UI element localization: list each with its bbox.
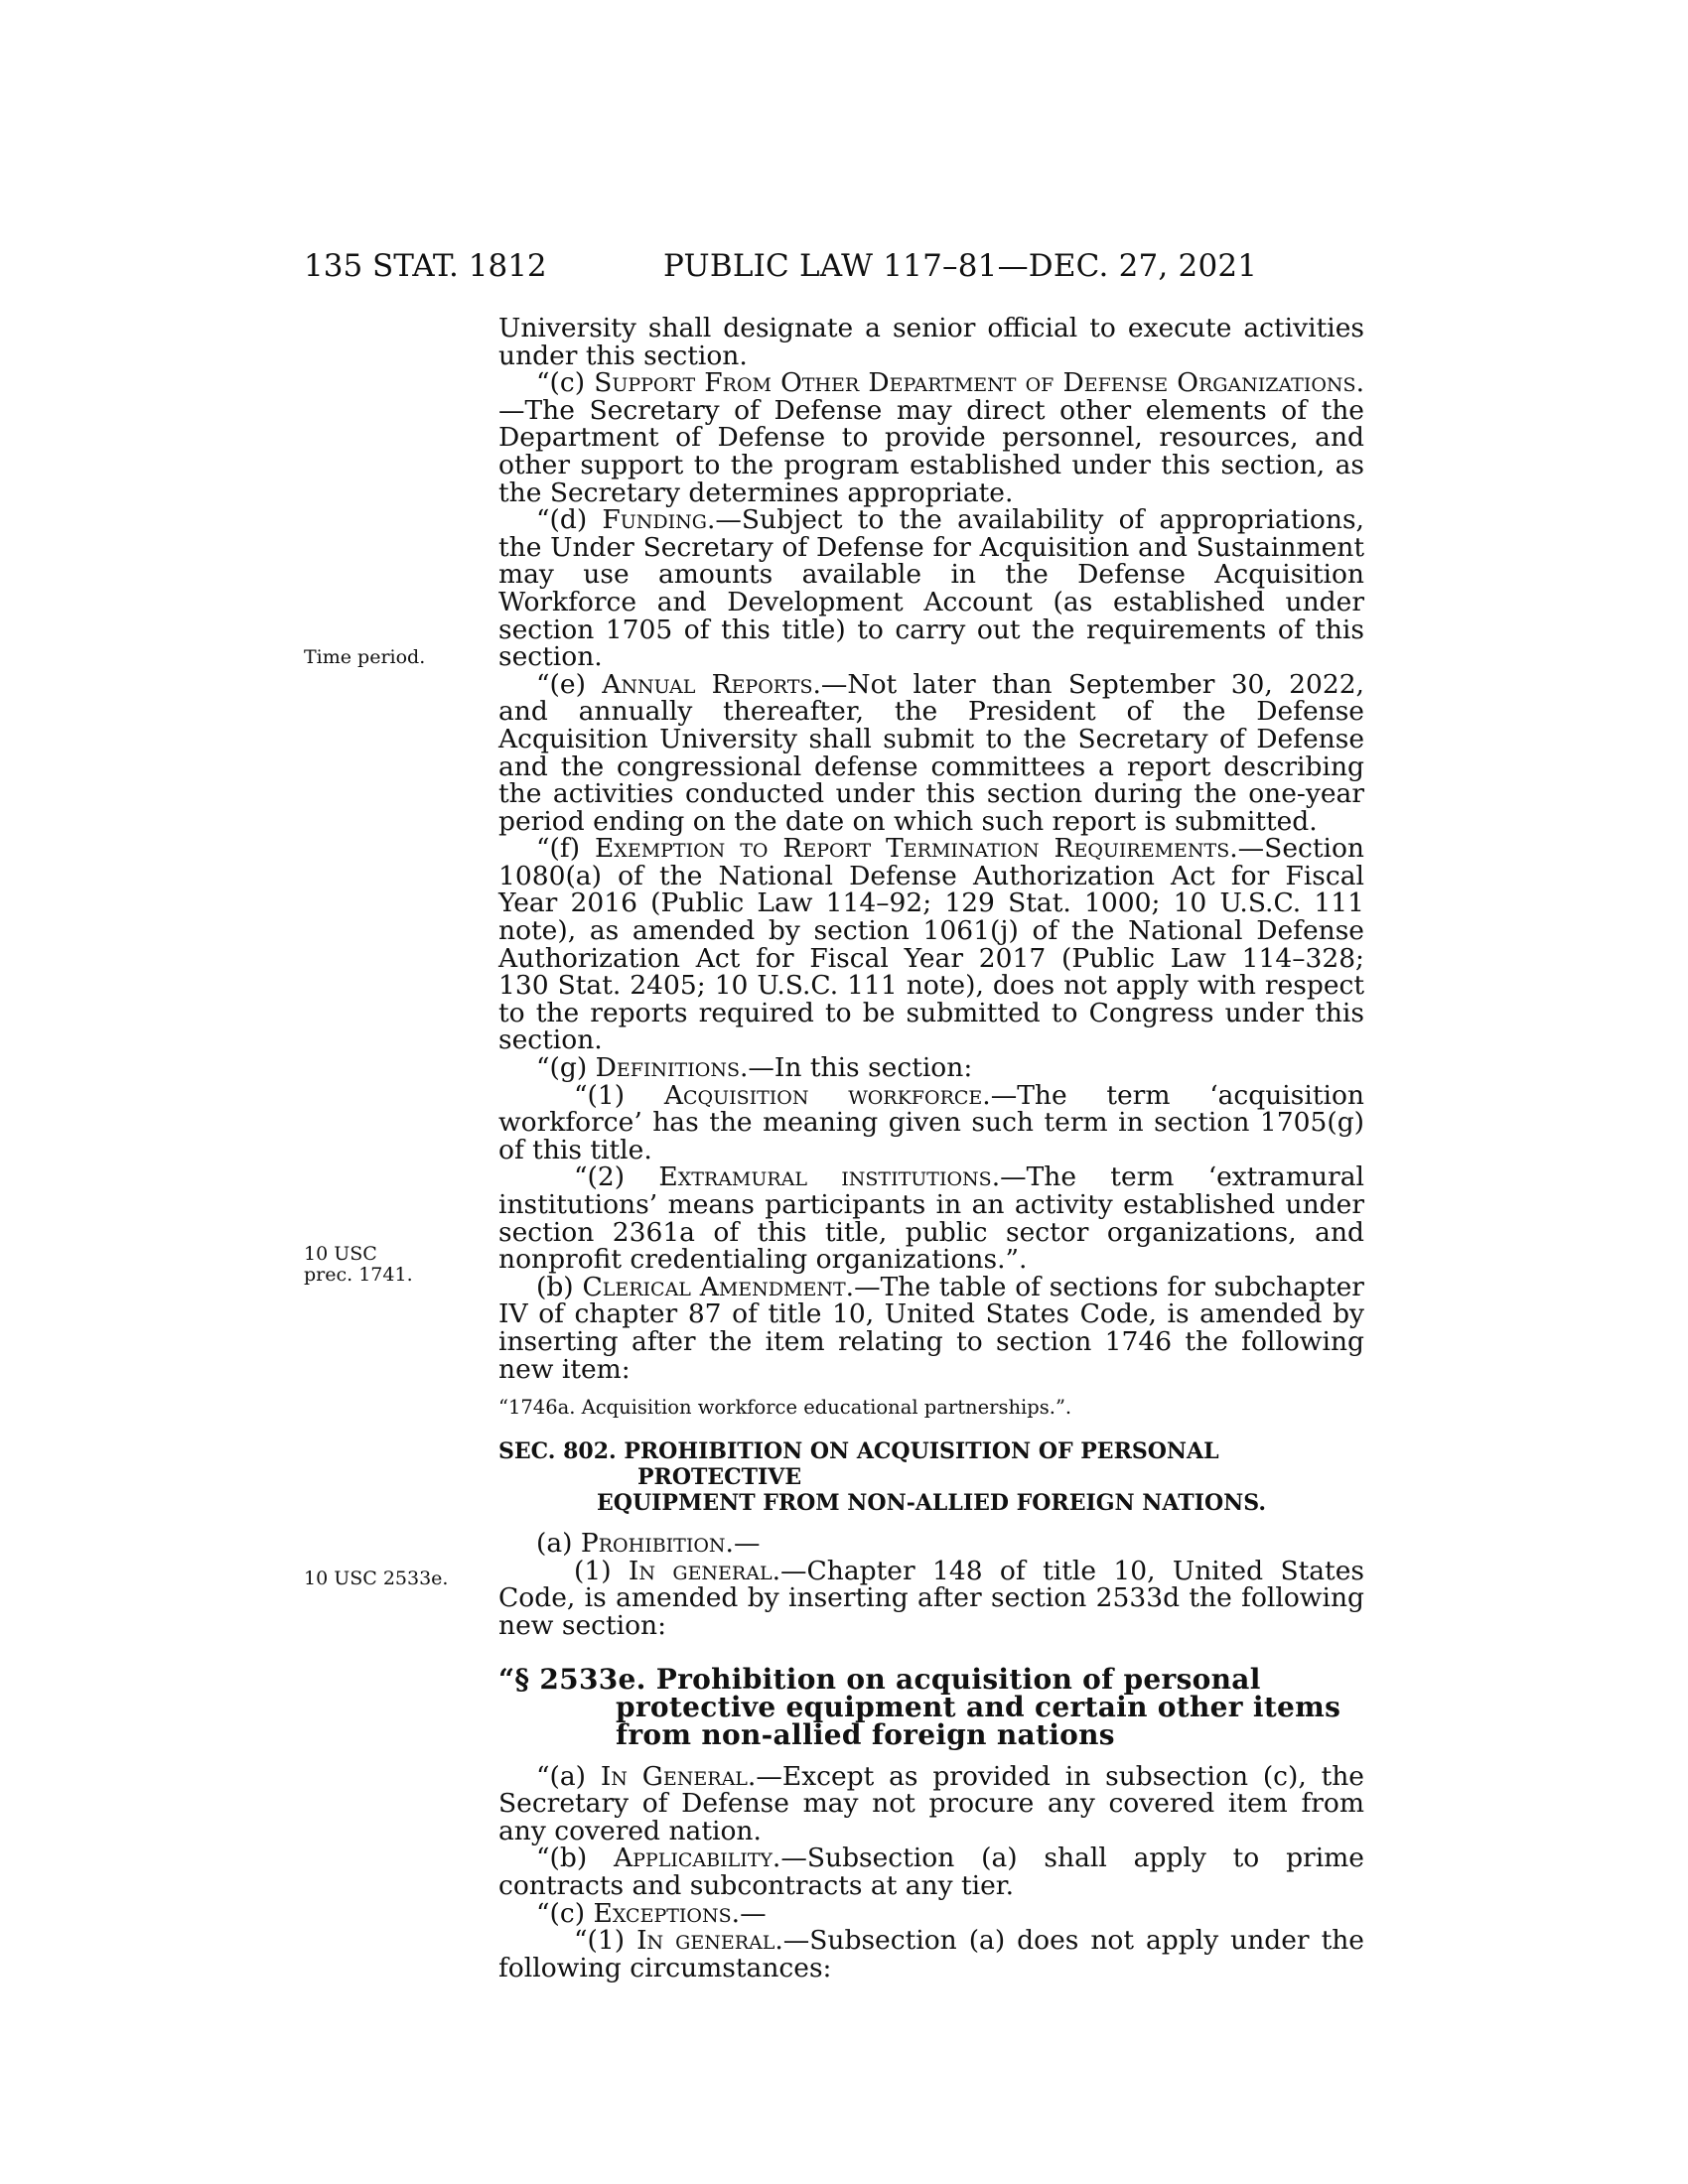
definition-1: “(1) Acquisition workforce.—The term ‘acquisition workforce’ has the meaning given such term in section 1705(g) of this title. [498, 1079, 1364, 1165]
running-header [304, 246, 1364, 286]
new-paragraph-c1: “(1) In general.—Subsection (a) does not apply under the following circumstances: [498, 1925, 1364, 1983]
margin-note-usc-2533e: 10 USC 2533e. [304, 1568, 449, 1589]
stat-page-number: 135 STAT. 1812 [304, 248, 547, 284]
new-subsection-c: “(c) Exceptions.— [536, 1897, 767, 1929]
new-subsection-b: “(b) Applicability.—Subsection (a) shall apply to prime contracts and subcontracts at any tier. [498, 1843, 1364, 1901]
subsection-f: “(f) Exemption to Report Termination Requirements.—Section 1080(a) of the National Defense Authorization Act for Fiscal Year 2016 (Public Law 114–92; 129 Stat. 1000; 10 U.S.C. 111 note), as amended by section 1061(j) of the National Defense Authorization Act for Fiscal Year 2017 (Public Law 114–328; 130 Stat. 2405; 10 U.S.C. 111 note), does not apply with respect to the reports required to be submitted to Congress under this section. [498, 833, 1364, 1056]
document-body [498, 315, 1364, 1981]
section-802-heading: SEC. 802. PROHIBITION ON ACQUISITION OF PERSONAL PROTECTIVE EQUIPMENT FROM NON-ALLIED FOREIGN NATIONS. [498, 1438, 1266, 1517]
subsection-c: “(c) Support From Other Department of Defense Organizations.—The Secretary of Defense may direct other elements of the Department of Defense to provide personnel, resources, and other support to the program established under this section, as the Secretary determines appropriate. [498, 367, 1364, 508]
table-item-1746a: “1746a. Acquisition workforce educational partnerships.”. [498, 1396, 1072, 1420]
subsection-e: “(e) Annual Reports.—Not later than September 30, 2022, and annually thereafter, the President of the Defense Acquisition University shall submit to the Secretary of Defense and the congressional defense committees a report describing the activities conducted under this section during the one-year period ending on the date on which such report is submitted. [498, 668, 1364, 837]
subsection-b-clerical: (b) Clerical Amendment.—The table of sections for subchapter IV of chapter 87 of title 10, United States Code, is amended by inserting after the item relating to section 1746 the following new item: [498, 1271, 1364, 1385]
public-law-title: PUBLIC LAW 117–81—DEC. 27, 2021 [663, 248, 1258, 284]
subsection-a-prohibition: (a) Prohibition.— [536, 1528, 761, 1560]
margin-note-usc-prec-line1: 10 USC [304, 1243, 377, 1265]
new-subsection-a: “(a) In General.—Except as provided in subsection (c), the Secretary of Defense may not procure any covered item from any covered nation. [498, 1760, 1364, 1846]
definition-2: “(2) Extramural institutions.—The term ‘extramural institutions’ means participants in an activity established under section 2361a of this title, public sector organizations, and nonprofit credentialing organizations.”. [498, 1161, 1364, 1276]
section-2533e-title: “§ 2533e. Prohibition on acquisition of personal protective equipment and certain other items from non-allied foreign nations [498, 1662, 1341, 1751]
paragraph-continuation: University shall designate a senior official to execute activities under this section. [498, 313, 1364, 371]
subsection-d: “(d) Funding.—Subject to the availability of appropriations, the Under Secretary of Defense for Acquisition and Sustainment may use amounts available in the Defense Acquisition Workforce and Development Account (as established under section 1705 of this title) to carry out the requirements of this section. [498, 504, 1364, 673]
subsection-g: “(g) Definitions.—In this section: [536, 1052, 973, 1084]
margin-note-usc-prec-line2: prec. 1741. [304, 1264, 413, 1286]
paragraph-a1: (1) In general.—Chapter 148 of title 10, United States Code, is amended by inserting after section 2533d the following new section: [498, 1555, 1364, 1641]
margin-note-time-period: Time period. [304, 646, 426, 668]
